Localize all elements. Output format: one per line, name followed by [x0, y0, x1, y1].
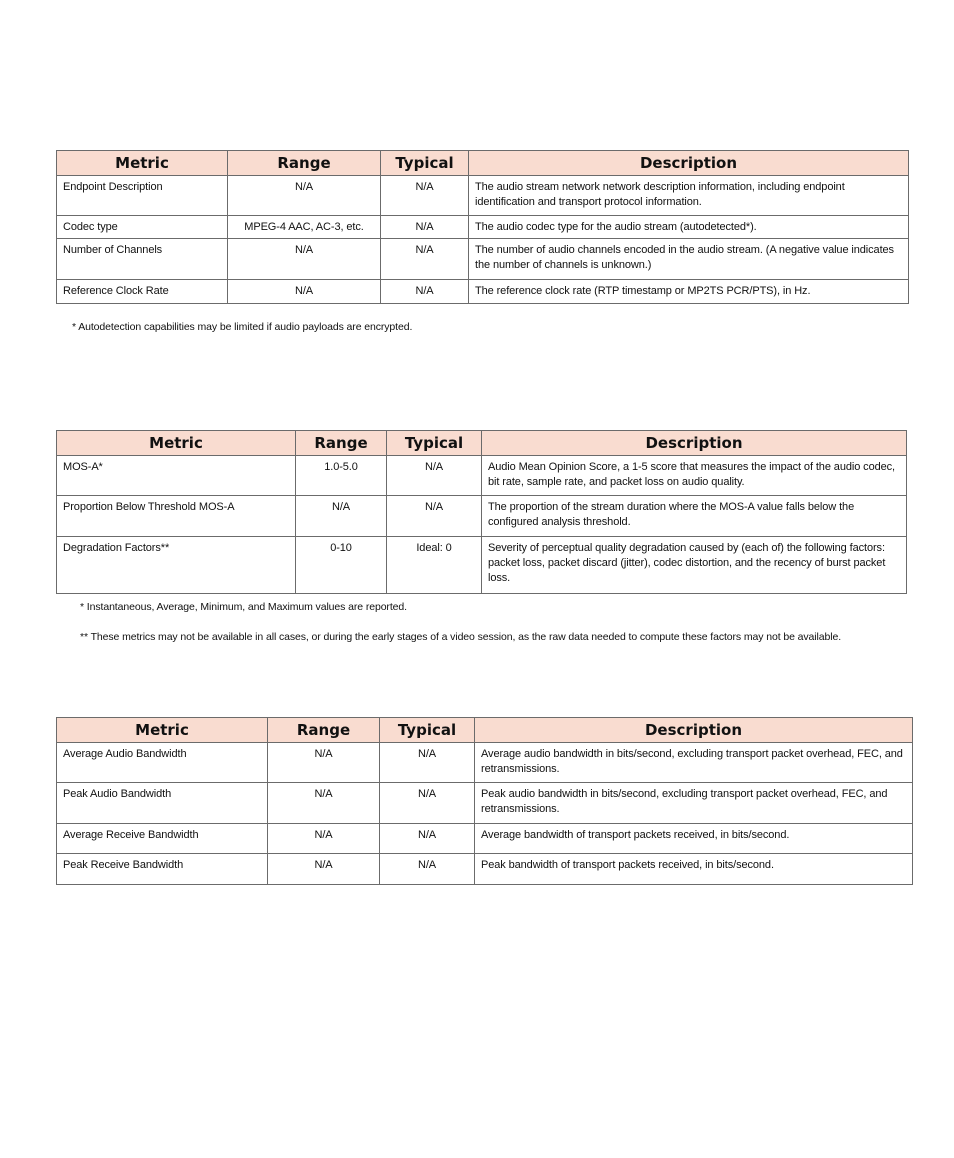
header-typical: Typical	[381, 151, 469, 176]
table-row	[57, 280, 909, 304]
audio-quality-table	[56, 430, 907, 594]
table-row	[57, 496, 907, 537]
range-cell: N/A	[296, 496, 387, 537]
metric-cell: Reference Clock Rate	[57, 280, 228, 304]
typical-cell: N/A	[381, 239, 469, 280]
metric-cell: Endpoint Description	[57, 176, 228, 216]
metric-cell: Degradation Factors**	[57, 537, 296, 594]
range-cell: N/A	[228, 239, 381, 280]
metric-cell: Average Audio Bandwidth	[57, 743, 268, 783]
range-cell: N/A	[268, 824, 380, 854]
header-typical: Typical	[380, 718, 475, 743]
metric-cell: Codec type	[57, 216, 228, 239]
bandwidth-table	[56, 717, 913, 885]
range-cell: N/A	[268, 783, 380, 824]
table-row	[57, 783, 913, 824]
typical-cell: N/A	[381, 176, 469, 216]
header-range: Range	[228, 151, 381, 176]
metric-cell: Number of Channels	[57, 239, 228, 280]
description-cell: Average bandwidth of transport packets received, in bits/second.	[475, 824, 913, 854]
metric-cell: MOS-A*	[57, 456, 296, 496]
description-cell: The proportion of the stream duration where the MOS-A value falls below the configured analysis threshold.	[482, 496, 907, 537]
table-row	[57, 537, 907, 594]
typical-cell: N/A	[387, 496, 482, 537]
range-cell: N/A	[228, 176, 381, 216]
footnote: * Instantaneous, Average, Minimum, and Maximum values are reported.	[80, 601, 407, 613]
typical-cell: N/A	[380, 824, 475, 854]
header-metric: Metric	[57, 431, 296, 456]
description-cell: The audio stream network network description information, including endpoint identification and transport protocol information.	[469, 176, 909, 216]
typical-cell: N/A	[381, 280, 469, 304]
range-cell: N/A	[268, 854, 380, 885]
range-cell: MPEG-4 AAC, AC-3, etc.	[228, 216, 381, 239]
footnote: * Autodetection capabilities may be limited if audio payloads are encrypted.	[72, 321, 413, 333]
table-row	[57, 216, 909, 239]
typical-cell: N/A	[380, 854, 475, 885]
range-cell: 1.0-5.0	[296, 456, 387, 496]
description-cell: The number of audio channels encoded in the audio stream. (A negative value indicates the number of channels is unknown.)	[469, 239, 909, 280]
range-cell: 0-10	[296, 537, 387, 594]
header-metric: Metric	[57, 151, 228, 176]
header-range: Range	[268, 718, 380, 743]
description-cell: Audio Mean Opinion Score, a 1-5 score that measures the impact of the audio codec, bit rate, sample rate, and packet loss on audio quality.	[482, 456, 907, 496]
table-row	[57, 239, 909, 280]
table-row	[57, 456, 907, 496]
description-cell: Average audio bandwidth in bits/second, excluding transport packet overhead, FEC, and retransmissions.	[475, 743, 913, 783]
range-cell: N/A	[268, 743, 380, 783]
header-description: Description	[482, 431, 907, 456]
description-cell: Peak bandwidth of transport packets received, in bits/second.	[475, 854, 913, 885]
header-metric: Metric	[57, 718, 268, 743]
table-header-row	[57, 151, 909, 176]
header-description: Description	[469, 151, 909, 176]
typical-cell: Ideal: 0	[387, 537, 482, 594]
description-cell: The reference clock rate (RTP timestamp or MP2TS PCR/PTS), in Hz.	[469, 280, 909, 304]
table-row	[57, 176, 909, 216]
description-cell: Peak audio bandwidth in bits/second, excluding transport packet overhead, FEC, and retransmissions.	[475, 783, 913, 824]
typical-cell: N/A	[380, 743, 475, 783]
table-header-row	[57, 431, 907, 456]
table-row	[57, 854, 913, 885]
header-range: Range	[296, 431, 387, 456]
typical-cell: N/A	[380, 783, 475, 824]
range-cell: N/A	[228, 280, 381, 304]
metric-cell: Average Receive Bandwidth	[57, 824, 268, 854]
stream-info-table	[56, 150, 909, 304]
description-cell: The audio codec type for the audio stream (autodetected*).	[469, 216, 909, 239]
header-typical: Typical	[387, 431, 482, 456]
metric-cell: Proportion Below Threshold MOS-A	[57, 496, 296, 537]
footnote: ** These metrics may not be available in all cases, or during the early stages of a video session, as the raw data needed to compute these factors may not be available.	[80, 631, 842, 643]
description-cell: Severity of perceptual quality degradation caused by (each of) the following factors: packet loss, packet discard (jitter), codec distortion, and the recency of burst packet loss.	[482, 537, 907, 594]
metric-cell: Peak Audio Bandwidth	[57, 783, 268, 824]
metric-cell: Peak Receive Bandwidth	[57, 854, 268, 885]
typical-cell: N/A	[381, 216, 469, 239]
table-row	[57, 824, 913, 854]
typical-cell: N/A	[387, 456, 482, 496]
header-description: Description	[475, 718, 913, 743]
table-row	[57, 743, 913, 783]
table-header-row	[57, 718, 913, 743]
